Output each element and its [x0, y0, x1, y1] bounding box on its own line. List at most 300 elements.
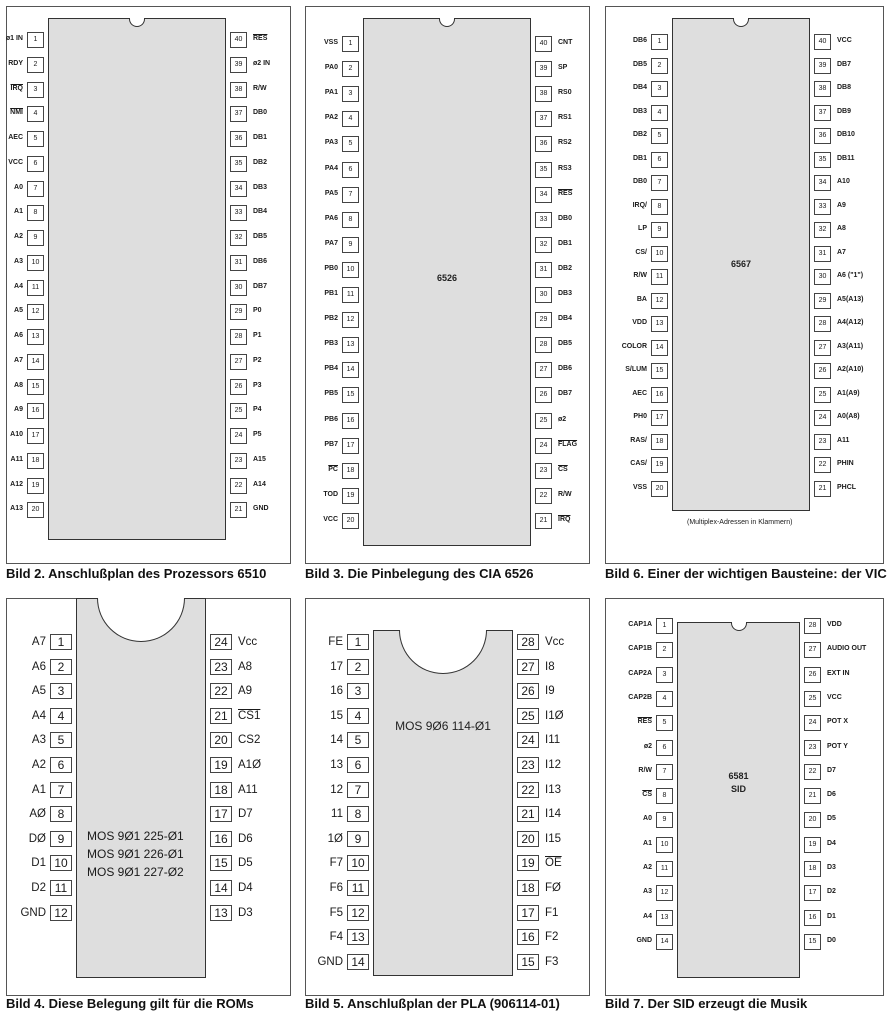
pin-label-left: A12 — [10, 480, 23, 488]
pin-label-left: CAP2A — [628, 669, 652, 677]
pin-number: 7 — [656, 764, 673, 780]
figure-caption: Bild 2. Anschlußplan des Prozessors 6510 — [6, 566, 267, 581]
pin-label-left: 17 — [330, 660, 343, 673]
pin-number: 21 — [804, 788, 821, 804]
pin-number: 3 — [656, 667, 673, 683]
pin-label-left: A5 — [31, 685, 46, 698]
pin-label-right: I13 — [545, 783, 561, 796]
chip-label-2: SID — [730, 784, 746, 794]
pin-label-left: AØ — [29, 808, 46, 821]
chip-label: 6526 — [436, 273, 458, 283]
pin-label-left: PA1 — [324, 89, 338, 97]
pin-number: 7 — [651, 175, 668, 191]
pin-label-left: VDD — [632, 319, 647, 326]
pin-number: 3 — [651, 81, 668, 97]
chip-notch — [731, 622, 747, 631]
pin-label-right: $\overline{IRQ}$ — [558, 515, 571, 523]
pin-label-right: A15 — [253, 455, 266, 463]
pin-label-left: PA2 — [324, 114, 338, 122]
pin-number: 2 — [342, 61, 359, 77]
pin-number: 4 — [347, 708, 369, 724]
pin-label-right: I1Ø — [545, 709, 564, 722]
pin-number: 18 — [27, 453, 44, 469]
pin-label-left: 12 — [330, 783, 343, 796]
pin-number: 10 — [651, 246, 668, 262]
pin-label-left: A6 — [31, 660, 46, 673]
pin-number: 4 — [50, 708, 72, 724]
pin-label-right: RS2 — [558, 139, 572, 147]
pin-number: 6 — [347, 757, 369, 773]
pin-label-right: P5 — [253, 431, 262, 438]
pin-label-right: I15 — [545, 832, 561, 845]
pin-number: 5 — [651, 128, 668, 144]
pin-label-right: ø2 — [558, 415, 567, 423]
pin-label-right: D4 — [827, 839, 836, 847]
pin-label-right: D2 — [827, 888, 836, 896]
pin-number: 3 — [50, 683, 72, 699]
pin-label-left: A2 — [643, 864, 652, 871]
pin-number: 2 — [651, 58, 668, 74]
pin-label-left: 11 — [331, 808, 343, 821]
pin-label-right: P2 — [253, 356, 262, 364]
pin-label-right: DB11 — [837, 154, 855, 162]
pin-label-right: D7 — [827, 766, 836, 774]
pin-number: 26 — [814, 363, 831, 379]
pin-number: 24 — [210, 634, 232, 650]
pin-number: 6 — [656, 740, 673, 756]
pin-number: 22 — [230, 478, 247, 494]
pin-label-right: $\overline{CS}$ — [558, 465, 568, 473]
chip-label: 6581 — [728, 771, 749, 781]
pin-number: 32 — [230, 230, 247, 246]
pin-number: 12 — [50, 905, 72, 921]
pin-number: 35 — [814, 152, 831, 168]
pin-number: 4 — [656, 691, 673, 707]
pin-number: 32 — [814, 222, 831, 238]
pin-label-right: DB6 — [558, 365, 573, 373]
pin-label-left: PA0 — [324, 64, 338, 72]
pin-label-left: A3 — [14, 257, 23, 265]
pin-label-left: CAP2B — [628, 693, 652, 701]
pin-label-left: TOD — [323, 490, 338, 498]
pin-label-left: PA4 — [324, 164, 338, 172]
pin-label-right: POT Y — [827, 742, 848, 750]
pin-label-right: A9 — [238, 685, 253, 698]
pin-number: 23 — [517, 757, 539, 773]
pin-label-left: A5 — [14, 307, 23, 315]
pin-label-right: A3(A11) — [837, 342, 864, 350]
pin-number: 11 — [342, 287, 359, 303]
figure-caption: Bild 6. Einer der wichtigen Bausteine: der VIC — [605, 566, 887, 581]
pin-label-left: DB3 — [632, 107, 647, 115]
pin-label-right: Vcc — [545, 636, 565, 648]
pin-number: 1 — [656, 618, 673, 634]
pin-label-left: GND — [317, 955, 343, 968]
pin-number: 10 — [656, 837, 673, 853]
pin-label-left: A4 — [643, 912, 652, 920]
pin-number: 16 — [517, 929, 539, 945]
panel-p6510 — [6, 6, 291, 592]
pin-label-right: D3 — [238, 906, 253, 919]
chip-notch — [439, 18, 455, 27]
pin-number: 1 — [347, 634, 369, 650]
pin-number: 3 — [347, 683, 369, 699]
pin-number: 10 — [342, 262, 359, 278]
pin-label-right: A14 — [253, 480, 266, 488]
pin-number: 21 — [517, 806, 539, 822]
pin-number: 25 — [230, 403, 247, 419]
pin-label-right: DB3 — [253, 183, 268, 191]
pin-number: 13 — [27, 329, 44, 345]
pin-label-left: 14 — [330, 734, 343, 747]
pin-number: 7 — [50, 782, 72, 798]
pin-number: 5 — [342, 136, 359, 152]
pin-label-right: VDD — [827, 621, 842, 628]
pin-number: 19 — [342, 488, 359, 504]
diagram-note: (Multiplex-Adressen in Klammern) — [687, 519, 793, 526]
pin-number: 9 — [656, 812, 673, 828]
pin-label-left: A9 — [14, 406, 23, 414]
pin-number: 9 — [50, 831, 72, 847]
pin-number: 13 — [656, 910, 673, 926]
pin-label-right: FLAG — [558, 440, 578, 448]
pin-number: 17 — [210, 806, 232, 822]
pin-label-left: VSS — [632, 483, 647, 491]
pin-label-right: DB7 — [253, 282, 268, 290]
pin-label-right: VCC — [827, 693, 842, 701]
pin-number: 16 — [342, 413, 359, 429]
pin-number: 17 — [27, 428, 44, 444]
pin-number: 21 — [210, 708, 232, 724]
pin-number: 12 — [656, 885, 673, 901]
panel-psid — [605, 598, 884, 1022]
pin-number: 20 — [342, 513, 359, 529]
pin-number: 26 — [230, 379, 247, 395]
pin-number: 22 — [535, 488, 552, 504]
pin-label-right: D7 — [238, 808, 253, 821]
pin-label-left: PA5 — [324, 189, 338, 197]
pin-label-right: $\overline{RES}$ — [253, 35, 268, 42]
pin-number: 8 — [27, 205, 44, 221]
pin-label-left: 15 — [330, 709, 343, 722]
pin-label-left: ø2 — [643, 742, 652, 750]
pin-number: 33 — [535, 212, 552, 228]
pin-number: 16 — [651, 387, 668, 403]
pin-label-right: D1 — [827, 912, 836, 920]
pin-label-left: F6 — [329, 882, 343, 894]
pin-number: 22 — [517, 782, 539, 798]
pin-label-left: DB1 — [632, 154, 647, 162]
pin-label-left: DB5 — [632, 60, 647, 68]
pin-number: 19 — [517, 855, 539, 871]
pin-number: 19 — [27, 478, 44, 494]
pin-number: 22 — [210, 683, 232, 699]
pin-number: 39 — [814, 58, 831, 74]
pin-label-right: RS3 — [558, 164, 572, 172]
pin-label-right: ø2 IN — [253, 59, 271, 67]
pin-number: 24 — [814, 410, 831, 426]
pin-number: 5 — [347, 732, 369, 748]
pin-number: 5 — [656, 715, 673, 731]
pin-number: 23 — [804, 740, 821, 756]
pin-number: 28 — [814, 316, 831, 332]
pin-label-right: DB2 — [558, 264, 573, 272]
pin-label-left: PA3 — [324, 139, 338, 147]
pin-label-left: PB1 — [324, 290, 338, 297]
pin-label-right: DB0 — [558, 214, 573, 222]
pin-label-left: LP — [638, 225, 647, 232]
pin-number: 20 — [517, 831, 539, 847]
pin-label-right: DB8 — [837, 84, 852, 91]
pin-label-left: $\overline{IRQ}$ — [10, 84, 23, 92]
pin-number: 21 — [230, 502, 247, 518]
pin-number: 21 — [535, 513, 552, 529]
pin-label-right: A7 — [837, 248, 846, 256]
pin-number: 17 — [517, 905, 539, 921]
pin-number: 16 — [210, 831, 232, 847]
pin-label-left: CAP1B — [628, 645, 652, 653]
pin-number: 13 — [210, 905, 232, 921]
pin-number: 18 — [342, 463, 359, 479]
rom-part-number: MOS 9Ø1 227-Ø2 — [87, 865, 184, 879]
pin-label-left: PB3 — [324, 340, 338, 348]
chip-body — [672, 18, 810, 511]
pin-label-left: DB4 — [632, 84, 647, 91]
pin-number: 19 — [651, 457, 668, 473]
pin-label-right: DB1 — [253, 134, 268, 141]
pin-number: 12 — [347, 905, 369, 921]
pin-label-right: I12 — [545, 759, 561, 771]
pin-label-right: A8 — [238, 660, 253, 673]
pin-number: 5 — [50, 732, 72, 748]
pin-number: 10 — [27, 255, 44, 271]
pin-number: 15 — [517, 954, 539, 970]
pin-label-right: F2 — [545, 931, 559, 944]
pin-label-right: CNT — [558, 39, 573, 46]
pin-label-right: P4 — [253, 406, 262, 414]
pin-number: 37 — [230, 106, 247, 122]
pin-number: 27 — [517, 659, 539, 675]
pin-label-right: P3 — [253, 381, 262, 389]
pin-number: 2 — [27, 57, 44, 73]
pin-label-right: F1 — [545, 906, 559, 919]
pin-label-right: DB9 — [837, 107, 852, 115]
figure-caption: Bild 7. Der SID erzeugt die Musik — [605, 996, 808, 1011]
pin-number: 12 — [342, 312, 359, 328]
pin-number: 25 — [535, 413, 552, 429]
pin-label-right: FØ — [545, 882, 561, 894]
pin-label-right: A5(A13) — [837, 295, 864, 303]
pin-number: 33 — [230, 205, 247, 221]
pin-label-right: A9 — [837, 201, 846, 209]
pin-label-right: RS1 — [558, 114, 572, 122]
pin-label-right: DB4 — [253, 208, 268, 216]
pin-number: 25 — [814, 387, 831, 403]
pin-label-right: RS0 — [558, 89, 572, 97]
pin-number: 31 — [535, 262, 552, 278]
pin-label-right: SP — [558, 64, 568, 72]
pin-number: 11 — [50, 880, 72, 896]
pin-number: 6 — [342, 162, 359, 178]
pin-number: 8 — [656, 788, 673, 804]
pin-label-right: A0(A8) — [837, 413, 860, 420]
panel-p6526 — [305, 6, 590, 592]
pin-number: 14 — [651, 340, 668, 356]
pin-number: 13 — [651, 316, 668, 332]
pin-label-left: PB2 — [324, 315, 338, 323]
pin-label-right: DB0 — [253, 109, 268, 117]
pin-label-right: DB1 — [558, 239, 573, 247]
pin-label-left: A2 — [14, 233, 23, 240]
chip-notch — [399, 630, 487, 674]
pin-number: 35 — [230, 156, 247, 172]
pin-label-left: AEC — [632, 389, 647, 397]
pin-number: 18 — [651, 434, 668, 450]
pin-number: 11 — [651, 269, 668, 285]
pin-label-right: Vcc — [238, 636, 258, 648]
pin-label-right: CS1 — [238, 709, 261, 722]
pin-number: 9 — [347, 831, 369, 847]
pin-number: 3 — [342, 86, 359, 102]
pin-label-right: I14 — [545, 808, 561, 821]
pin-label-left: $\overline{NMI}$ — [10, 109, 23, 117]
pin-label-right: DB5 — [558, 340, 573, 348]
chip-notch — [733, 18, 749, 27]
pin-number: 15 — [342, 387, 359, 403]
pin-label-right: A1(A9) — [837, 389, 860, 397]
pin-label-right: DB7 — [837, 60, 852, 68]
pin-label-right: R/W — [253, 84, 267, 92]
pin-number: 40 — [535, 36, 552, 52]
pin-label-left: 1Ø — [327, 832, 343, 845]
pin-label-left: GND — [20, 906, 46, 919]
pin-number: 26 — [804, 667, 821, 683]
pin-label-right: DB3 — [558, 290, 573, 297]
pin-label-left: $\overline{RES}$ — [637, 718, 652, 726]
chip-notch — [129, 18, 145, 27]
pin-label-left: A4 — [31, 709, 46, 722]
pin-label-right: D3 — [827, 864, 836, 871]
pin-label-left: F7 — [329, 857, 343, 870]
pin-label-right: A1Ø — [238, 759, 262, 771]
pin-label-left: PB0 — [324, 264, 338, 272]
pin-number: 31 — [230, 255, 247, 271]
pin-label-right: POT X — [827, 718, 849, 726]
pin-number: 1 — [342, 36, 359, 52]
pin-label-right: VCC — [837, 37, 852, 44]
pin-label-left: R/W — [638, 766, 652, 774]
pin-number: 9 — [651, 222, 668, 238]
pin-number: 1 — [27, 32, 44, 48]
pin-label-left: PB6 — [324, 415, 338, 423]
pin-number: 9 — [342, 237, 359, 253]
panel-ppla — [305, 598, 590, 1022]
pin-number: 27 — [230, 354, 247, 370]
pin-number: 1 — [50, 634, 72, 650]
pin-label-right: DB4 — [558, 315, 573, 323]
pin-number: 15 — [27, 379, 44, 395]
pin-number: 7 — [342, 187, 359, 203]
pin-number: 34 — [535, 187, 552, 203]
pin-number: 37 — [535, 111, 552, 127]
pin-number: 12 — [651, 293, 668, 309]
pin-label-left: A4 — [14, 282, 23, 290]
pin-label-left: A0 — [14, 183, 23, 191]
pin-label-left: A1 — [643, 839, 652, 847]
panel-prom — [6, 598, 291, 1022]
chip-label: MOS 9Ø6 114-Ø1 — [395, 719, 491, 733]
pin-number: 22 — [804, 764, 821, 780]
pin-number: 19 — [210, 757, 232, 773]
pin-number: 27 — [804, 642, 821, 658]
pin-label-left: PB4 — [324, 365, 338, 373]
pin-label-right: A11 — [238, 783, 258, 796]
pin-number: 23 — [210, 659, 232, 675]
pin-label-right: PHCL — [837, 483, 857, 491]
pin-label-left: VSS — [323, 39, 338, 46]
pin-number: 4 — [651, 105, 668, 121]
pin-number: 39 — [535, 61, 552, 77]
pin-label-left: PB5 — [324, 390, 338, 398]
pin-label-right: D0 — [827, 936, 836, 944]
pin-number: 30 — [535, 287, 552, 303]
pin-number: 40 — [230, 32, 247, 48]
pin-label-right: D6 — [238, 832, 253, 845]
pin-label-right: DB5 — [253, 233, 268, 240]
pin-label-left: S/LUM — [625, 366, 647, 373]
pin-number: 14 — [27, 354, 44, 370]
pin-number: 28 — [535, 337, 552, 353]
pin-label-left: BA — [636, 295, 647, 303]
pin-label-right: DB7 — [558, 390, 573, 398]
pin-label-left: RDY — [8, 59, 23, 67]
pin-number: 26 — [535, 387, 552, 403]
pin-label-right: R/W — [558, 490, 572, 498]
pin-number: 11 — [27, 280, 44, 296]
pin-number: 29 — [535, 312, 552, 328]
pin-number: 36 — [230, 131, 247, 147]
pin-number: 6 — [50, 757, 72, 773]
pin-number: 14 — [347, 954, 369, 970]
pin-number: 17 — [342, 438, 359, 454]
pin-label-left: A11 — [10, 455, 23, 463]
pin-number: 22 — [814, 457, 831, 473]
pin-label-left: A3 — [643, 888, 652, 896]
pin-label-left: $\overline{CS}$ — [642, 791, 652, 799]
pin-label-left: A0 — [643, 815, 652, 823]
pin-number: 24 — [804, 715, 821, 731]
pin-number: 27 — [814, 340, 831, 356]
pin-number: 27 — [535, 362, 552, 378]
pin-number: 39 — [230, 57, 247, 73]
chip-body — [373, 630, 513, 976]
pin-label-left: A1 — [31, 783, 46, 796]
pin-number: 20 — [651, 481, 668, 497]
pin-label-left: RAS/ — [630, 436, 647, 444]
pin-number: 13 — [342, 337, 359, 353]
pin-number: 5 — [27, 131, 44, 147]
pin-label-left: 13 — [330, 759, 343, 771]
pin-label-left: A7 — [31, 636, 46, 648]
pin-label-right: D5 — [827, 815, 836, 823]
pin-label-left: ø1 IN — [5, 35, 23, 42]
pin-number: 4 — [27, 106, 44, 122]
pin-label-right: $\overline{OE}$ — [545, 857, 562, 870]
pin-label-left: PA6 — [324, 214, 338, 222]
pin-number: 7 — [347, 782, 369, 798]
pin-label-right: D6 — [827, 791, 836, 799]
pin-label-left: DB0 — [632, 178, 647, 185]
